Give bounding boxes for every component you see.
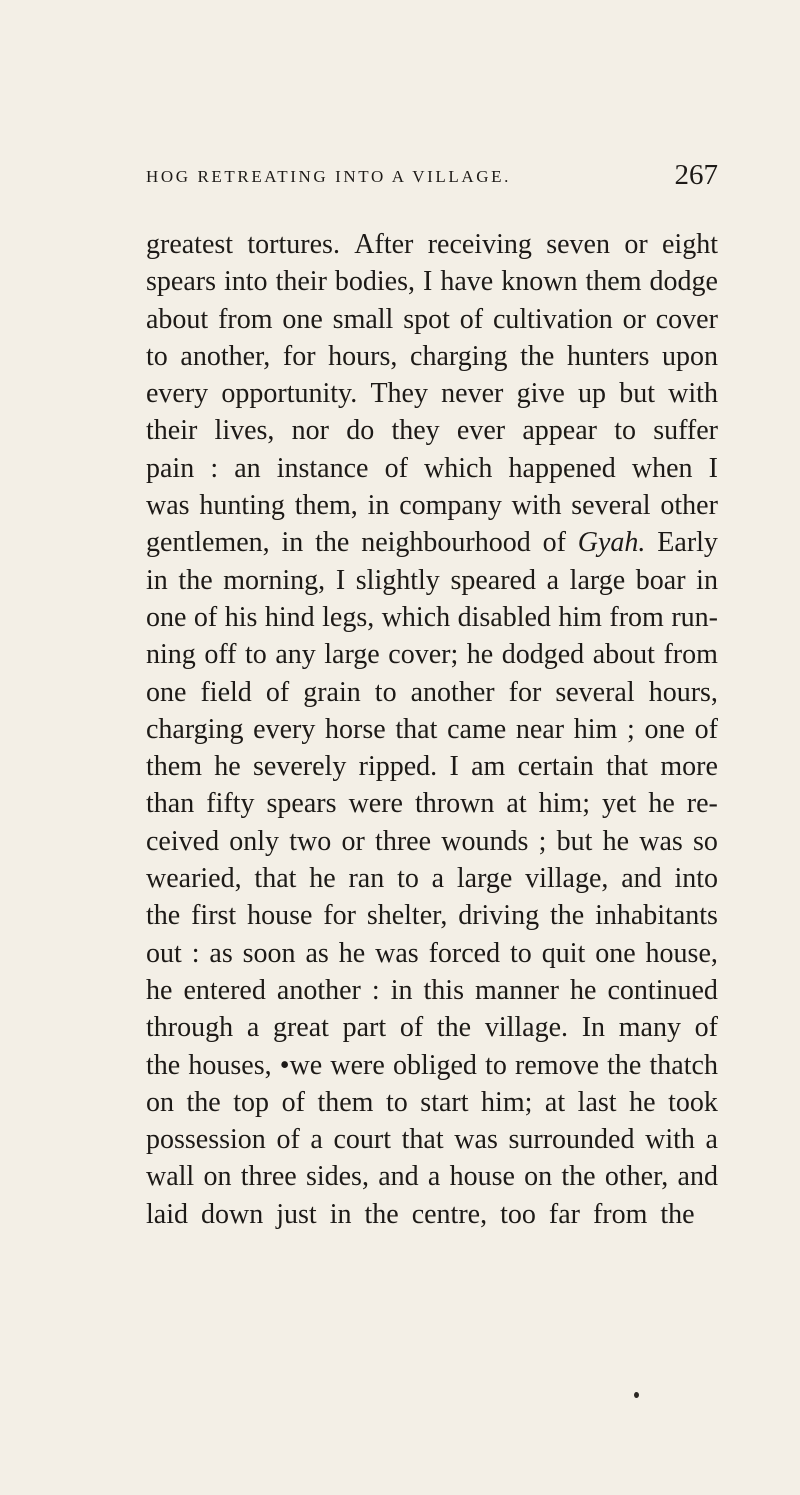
text-line: wearied, that he ran to a large village, and into [146,863,718,895]
text-line: out : as soon as he was forced to quit one house, [146,937,718,969]
text-line: one of his hind legs, which disabled him from run- [146,601,718,633]
text-line: through a great part of the village. In many of [146,1012,718,1044]
text-line: on the top of them to start him; at last he took [146,1086,718,1118]
text-line: one field of grain to another for several hours, [146,676,718,708]
text-line: ning off to any large cover; he dodged about from [146,639,718,671]
page-number: 267 [674,159,718,191]
ink-speck [634,1392,639,1398]
text-line: he entered another : in this manner he continued [146,974,718,1006]
text-line: ceived only two or three wounds ; but he was so [146,825,718,857]
body-text [146,226,718,1233]
text-line: them he severely ripped. I am certain that more [146,751,718,783]
text-line: possession of a court that was surrounded with a [146,1124,718,1156]
running-header [146,160,718,196]
text-line: spears into their bodies, I have known them dodge [146,266,718,298]
text-line: about from one small spot of cultivation or cover [146,303,718,335]
text-line: gentlemen, in the neighbourhood of Gyah. Early [146,527,718,559]
text-line: pain : an instance of which happened when I [146,452,718,484]
text-line: to another, for hours, charging the hunters upon [146,340,718,372]
running-title: HOG RETREATING INTO A VILLAGE. [146,167,511,186]
text-line: in the morning, I slightly speared a large boar in [146,564,718,596]
text-line: the first house for shelter, driving the inhabitants [146,900,718,932]
text-line: greatest tortures. After receiving seven or eight [146,229,718,260]
text-line: wall on three sides, and a house on the other, and [146,1161,718,1193]
text-line: charging every horse that came near him ; one of [146,713,718,745]
text-line: than fifty spears were thrown at him; yet he re- [146,788,718,820]
text-line: was hunting them, in company with several other [146,490,718,522]
text-line: every opportunity. They never give up but with [146,378,718,410]
text-line: their lives, nor do they ever appear to suffer [146,415,718,447]
text-line: laid down just in the centre, too far from the [146,1198,695,1230]
text-line: the houses, •we were obliged to remove the thatch [146,1049,718,1081]
